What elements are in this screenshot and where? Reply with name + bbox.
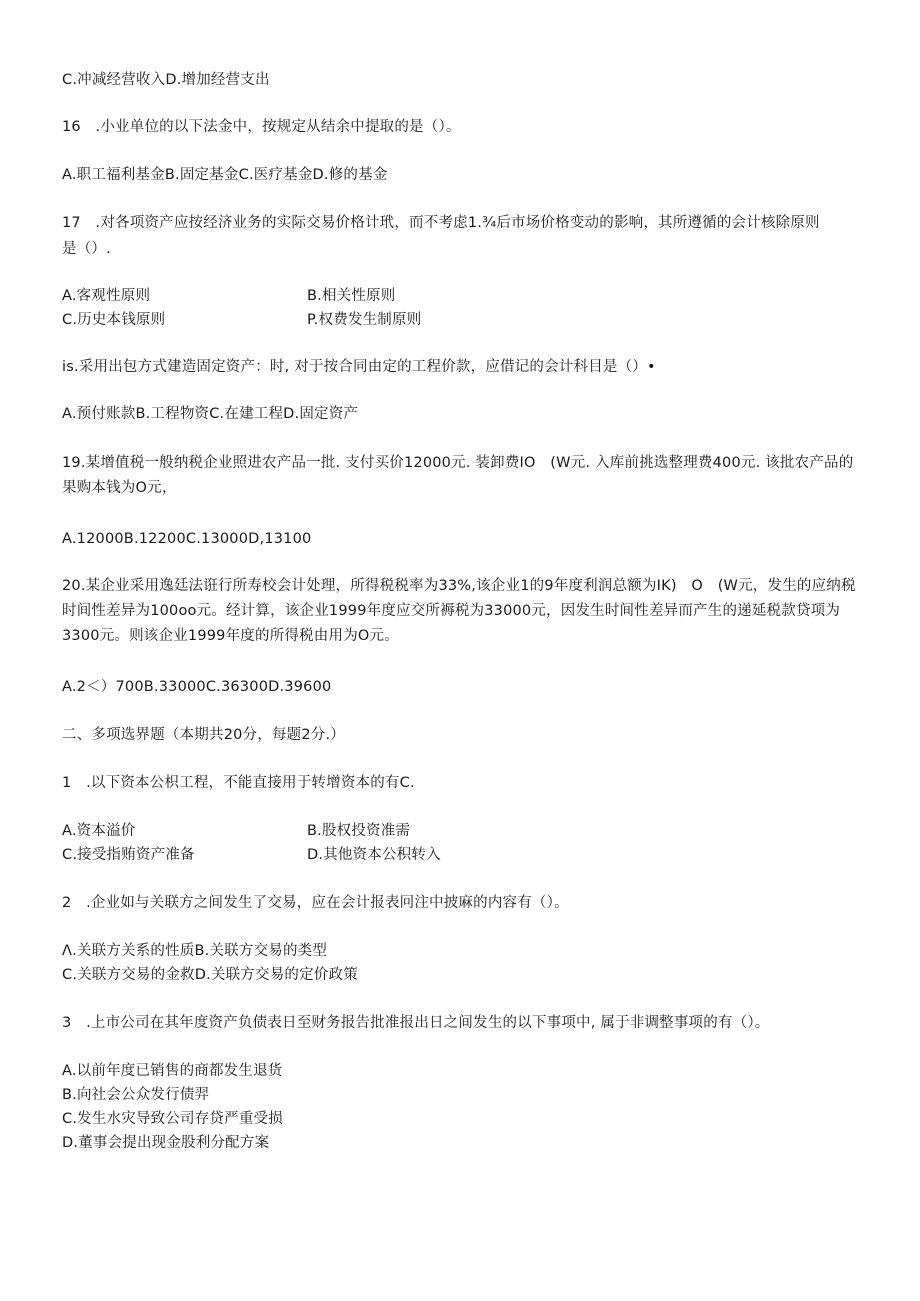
option-d: P.权费发生制原则 bbox=[307, 312, 422, 328]
q18-stem: is.采用出包方式建造固定资产：时, 对于按合同由定的工程价款，应借记的会计科目是（）• bbox=[62, 359, 656, 375]
option-c: C.历史本钱原则 bbox=[62, 312, 166, 328]
q20-stem-line3: 3300元。则该企业1999年度的所得税由用为O元。 bbox=[62, 628, 399, 644]
m3-option-a: A.以前年度已销售的商都发生退货 bbox=[62, 1063, 283, 1079]
q17-options-row1 bbox=[62, 286, 396, 306]
q20-options: A.2＜）700B.33000C.36300D.39600 bbox=[62, 679, 332, 695]
m1-options-row2 bbox=[62, 845, 441, 865]
m3-option-d: D.董事会提出现金股利分配方案 bbox=[62, 1135, 270, 1151]
section-heading: 二、多项选界题（本期共20分，每题2分.） bbox=[62, 727, 345, 743]
m2-options-row1: Λ.关联方关系的性质B.关联方交易的类型 bbox=[62, 943, 328, 959]
m1-stem: 1 .以下资本公枳工程，不能直接用于转增资本的有C. bbox=[62, 775, 415, 791]
q16-options: A.职工福利基金B.固定基金C.医疗基金D.修的基金 bbox=[62, 167, 388, 183]
q20-stem-line1: 20.某企业采用逸廷法诳行所寿校会计处理，所得税税率为33%,该企业1的9年度利润总额为IK) O (W元，发生的应纳税 bbox=[62, 578, 856, 594]
m3-option-c: C.发生水灾导致公司存贷严重受损 bbox=[62, 1111, 283, 1127]
q18-options: A.预付账款B.工程物资C.在建工程D.固定资产 bbox=[62, 406, 359, 422]
option-d: D.其他资本公积转入 bbox=[307, 847, 441, 863]
m2-options-row2: C.关联方交易的金救D.关联方交易的定价政策 bbox=[62, 967, 358, 983]
q16-stem: 16 .小业单位的以下法金中，按规定从结余中提取的是（）。 bbox=[62, 119, 461, 135]
m1-options-row1 bbox=[62, 821, 411, 841]
q17-stem-line1: 17 .对各项资产应按经济业务的实际交易价格计玳，而不考虑1.¾后市场价格变动的影响，其所遵循的会计核除原则 bbox=[62, 215, 820, 231]
m2-stem: 2 .企业如与关联方之间发生了交易，应在会计报表冋注中披麻的内容有（）。 bbox=[62, 895, 569, 911]
option-b: B.相关性原则 bbox=[307, 288, 396, 304]
q15-options: C.冲减经营收入D.增加经营支出 bbox=[62, 72, 270, 88]
q17-options-row2 bbox=[62, 310, 422, 330]
m3-stem: 3 .上市公司在其年度资产负债表日至财务报告批准报出日之间发生的以下事项中, 属于非调整事项的有（）。 bbox=[62, 1015, 770, 1031]
option-b: B.股权投资准需 bbox=[307, 823, 411, 839]
q20-stem-line2: 时间性差异为100oo元。经计算，该企业1999年度应交所褥税为33000元，因发生时间性差异而产生的递延税款贷项为 bbox=[62, 603, 841, 619]
q17-stem-line2: 是（）. bbox=[62, 241, 111, 257]
option-a: A.资本溢价 bbox=[62, 823, 136, 839]
option-a: A.客观性原则 bbox=[62, 288, 151, 304]
option-c: C.接受指贿资产准备 bbox=[62, 847, 195, 863]
q19-options: A.12000B.12200C.13000D,13100 bbox=[62, 531, 312, 547]
q19-stem-line1: 19.某增值税一般纳税企业照进农产品一批. 支付买价12000元. 装卸费IO (W元. 入库前挑选整理费400元. 该批农产品的 bbox=[62, 455, 854, 471]
m3-option-b: B.向社会公众发行债羿 bbox=[62, 1087, 210, 1103]
q19-stem-line2: 果购本钱为O元， bbox=[62, 480, 177, 496]
